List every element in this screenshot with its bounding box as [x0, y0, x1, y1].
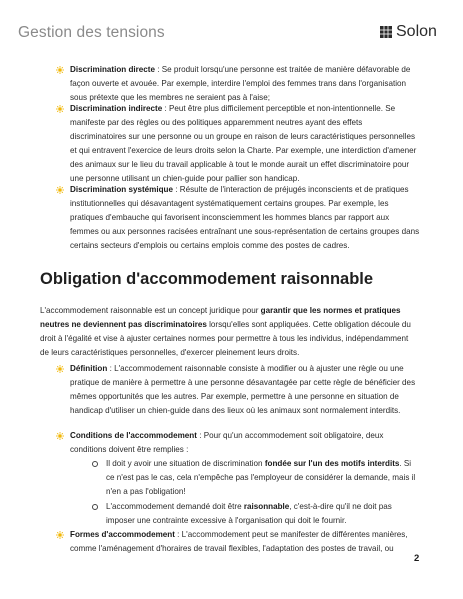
term-description: : Pour qu'un accommodement soit obligatoire, deux conditions doivent être remplies : [70, 431, 384, 455]
sub-item-text-end: . Si ce n'est pas le cas, cela n'empêche pas l'employeur de considérer la demande, mais il n'en a pas l'obligation! [106, 459, 416, 497]
list-item-discrimination-systemique [70, 183, 420, 253]
term-description: : Résulte de l'interaction de préjugés inconscients et de pratiques institutionnelles qui désavantagent systématiquement certains groupes. Par exemple, les pratiques d'embauche qui favorisent inconsciemment les hommes blancs par rapport aux femmes ou aux personnes racisées entraînant une sous-représentation de certains groupes dans certains secteurs d'emplois ou certains emplois comme des postes de cadres. [70, 185, 420, 251]
section-heading: Obligation d'accommodement raisonnable [40, 270, 374, 288]
sub-item-emphasis: fondée sur l'un des motifs interdits [264, 459, 400, 468]
list-item-conditions [70, 429, 420, 457]
logo-text: Solon [396, 23, 437, 40]
list-item-discrimination-indirecte [70, 102, 420, 187]
term-description: : L'accommodement peut se manifester de différentes manières, comme l'aménagement d'horaires de travail flexibles, l'adaptation des postes de travail, ou [70, 530, 408, 554]
sub-item-text-end: , c'est-à-dire qu'il ne doit pas imposer une contrainte excessive à l'organisation qui doit le fournir. [106, 502, 392, 526]
term-label: Formes d'accommodement [70, 530, 175, 539]
sub-list-item-discrimination-motif [106, 457, 418, 499]
sun-bullet-icon [56, 531, 64, 539]
term-description: : Peut être plus difficilement perceptible et non-intentionnelle. Se manifeste par des règles ou des politiques apparemment neutres ayant des effets discriminatoires sur une personne ou un groupe en raison de leurs caractéristiques personnelles et qui entravent l'exercice de leurs droits selon la Charte. Par exemple, une interdiction d'amener des animaux sur le lieu du travail applicable à tout le monde aurait un effet discriminatoire pour une personne utilisant un chien-guide pour pallier son handicap. [70, 104, 417, 184]
circle-bullet-icon [92, 461, 98, 467]
intro-text-end: lorsqu'elles sont appliquées. Cette obligation découle du droit à l'égalité et vise à ajuster certaines normes pour permettre à tous les individus, indépendamment de leurs caractéristiques personnelles, d'exercer pleinement leurs droits. [40, 320, 411, 358]
term-description: : L'accommodement raisonnable consiste à modifier ou à ajuster une règle ou une pratique de manière à permettre à une personne désavantagée par cette règle de bénéficier des mêmes opportunités que les autres. Par exemple, permettre à une personne en situation de handicap d'utiliser un chien-guide dans des lieux où les animaux sont normalement interdits. [70, 364, 416, 416]
sun-bullet-icon [56, 432, 64, 440]
solon-logo [380, 23, 437, 41]
intro-paragraph [40, 304, 418, 360]
term-label: Définition [70, 364, 108, 373]
intro-text: L'accommodement raisonnable est un concept juridique pour [40, 306, 261, 315]
solon-grid-icon [380, 26, 392, 38]
term-label: Conditions de l'accommodement [70, 431, 197, 440]
sun-bullet-icon [56, 365, 64, 373]
sun-bullet-icon [56, 186, 64, 194]
sun-bullet-icon [56, 66, 64, 74]
sub-item-text: Il doit y avoir une situation de discrimination [106, 459, 265, 468]
page-number: 2 [414, 553, 420, 564]
circle-bullet-icon [92, 504, 98, 510]
list-item-discrimination-directe [70, 63, 420, 105]
term-description: : Se produit lorsqu'une personne est traitée de manière défavorable de façon ouverte et avouée. Par exemple, interdire l'emploi des femmes trans dans l'organisation sous prétexte que les membres ne seraient pas à l'aise; [70, 65, 411, 103]
sub-item-emphasis: raisonnable [243, 502, 290, 511]
term-label: Discrimination directe [70, 65, 156, 74]
list-item-definition [70, 362, 420, 418]
term-label: Discrimination indirecte [70, 104, 163, 113]
document-header-title: Gestion des tensions [18, 24, 165, 41]
sun-bullet-icon [56, 105, 64, 113]
term-label: Discrimination systémique [70, 185, 174, 194]
sub-item-text: L'accommodement demandé doit être [106, 502, 244, 511]
intro-emphasis: garantir que les normes et pratiques neutres ne deviennent pas discriminatoires [40, 306, 401, 330]
list-item-formes [70, 528, 420, 556]
sub-list-item-raisonnable [106, 500, 418, 528]
